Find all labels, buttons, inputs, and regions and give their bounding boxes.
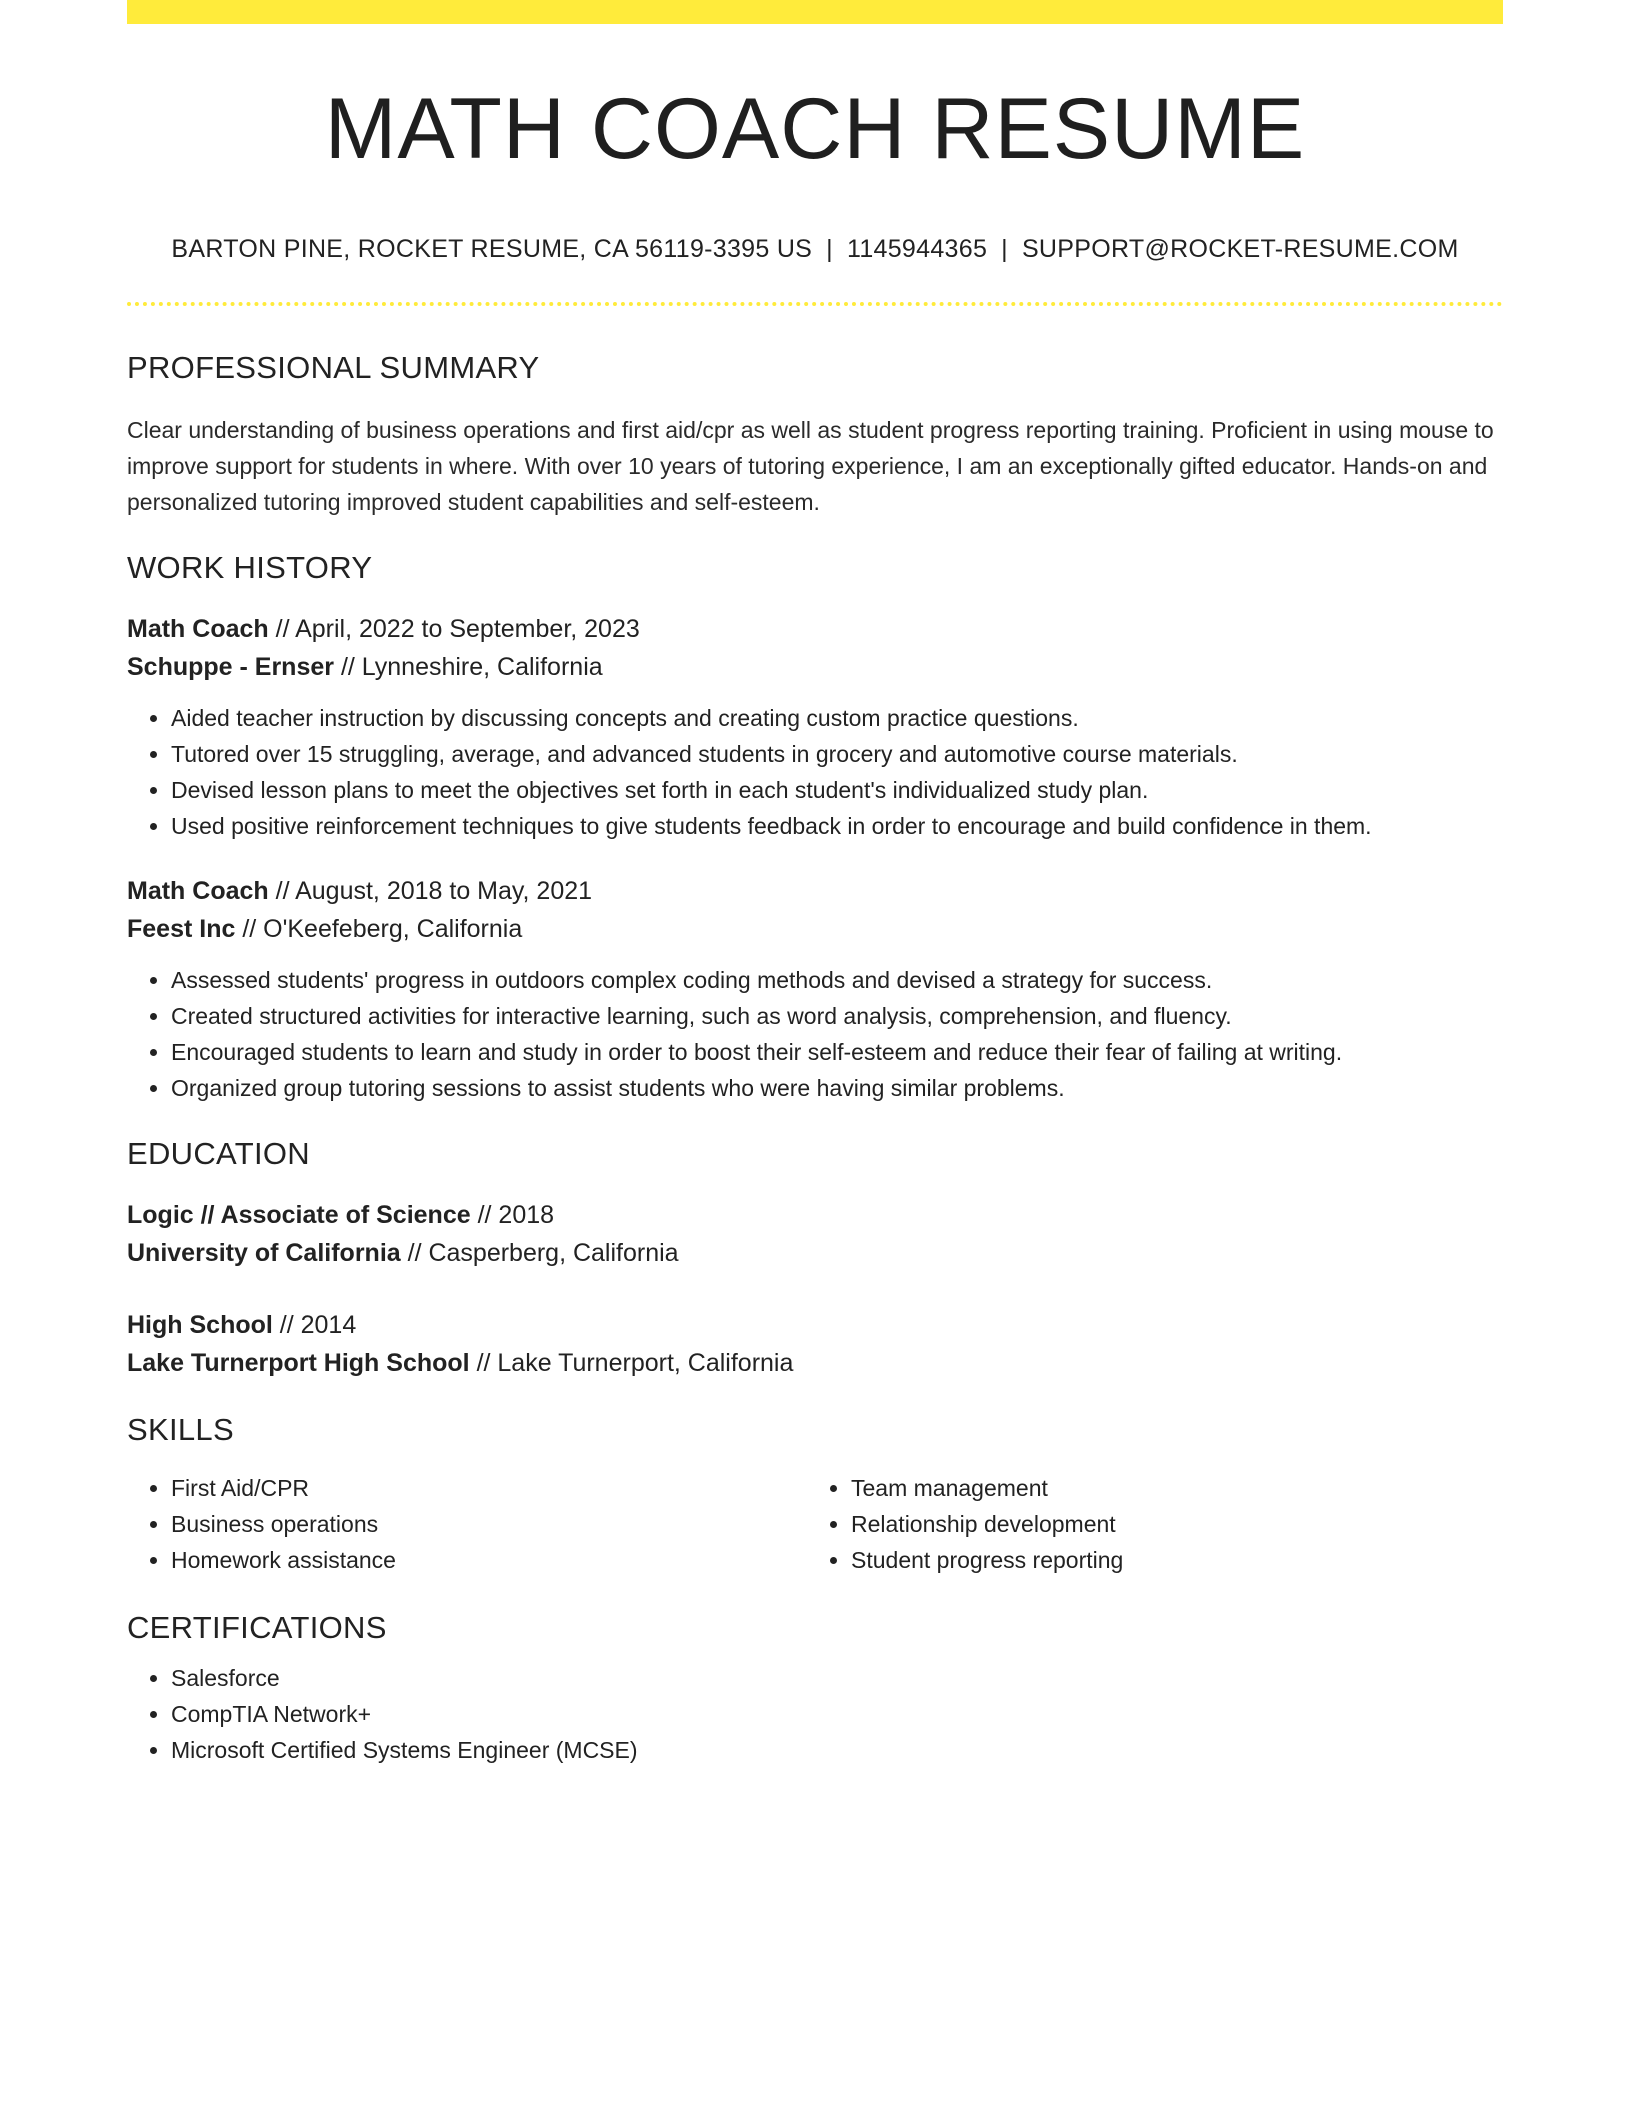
job-location: // O'Keefeberg, California <box>235 914 523 943</box>
degree-name: Logic // Associate of Science <box>127 1200 471 1229</box>
job-company: Feest Inc <box>127 914 236 943</box>
school-line <box>127 1234 1503 1272</box>
list-item: • Business operations <box>171 1506 807 1542</box>
school-name: Lake Turnerport High School <box>127 1348 470 1377</box>
work-history-heading: WORK HISTORY <box>127 549 373 585</box>
job-bullets <box>127 962 1503 1106</box>
job-title-line <box>127 610 1503 648</box>
header-divider <box>127 302 1503 306</box>
list-item: • Aided teacher instruction by discussing concepts and creating custom practice questions. <box>171 700 1503 736</box>
certifications-section <box>127 1610 1503 1768</box>
job-company-line <box>127 648 1503 686</box>
list-item: • Microsoft Certified Systems Engineer (MCSE) <box>171 1732 1503 1768</box>
job-dates: // August, 2018 to May, 2021 <box>268 876 593 905</box>
school-line <box>127 1344 1503 1382</box>
list-item: • First Aid/CPR <box>171 1470 807 1506</box>
job-title: Math Coach <box>127 876 269 905</box>
skills-column-right <box>807 1470 1487 1578</box>
list-item: • Created structured activities for interactive learning, such as word analysis, comprehension, and fluency. <box>171 998 1503 1034</box>
job-company-line <box>127 910 1503 948</box>
job-bullets <box>127 700 1503 844</box>
job-company: Schuppe - Ernser <box>127 652 334 681</box>
school-location: // Casperberg, California <box>400 1238 679 1267</box>
summary-heading: PROFESSIONAL SUMMARY <box>127 349 540 385</box>
skills-section <box>127 1412 1503 1578</box>
list-item: • Assessed students' progress in outdoors complex coding methods and devised a strategy for success. <box>171 962 1503 998</box>
work-history-section <box>127 550 1503 1106</box>
list-item: • Student progress reporting <box>851 1542 1487 1578</box>
skills-grid <box>127 1470 1503 1578</box>
job-title: Math Coach <box>127 614 269 643</box>
contact-address: BARTON PINE, ROCKET RESUME, CA 56119-3395 US <box>171 234 813 263</box>
list-item: • Tutored over 15 struggling, average, and advanced students in grocery and automotive course materials. <box>171 736 1503 772</box>
list-item: • Encouraged students to learn and study in order to boost their self-esteem and reduce their fear of failing at writing. <box>171 1034 1503 1070</box>
job-title-line <box>127 872 1503 910</box>
education-entry <box>127 1306 1503 1382</box>
degree-line <box>127 1196 1503 1234</box>
accent-bar <box>127 0 1503 24</box>
job-entry <box>127 872 1503 1106</box>
education-heading: EDUCATION <box>127 1135 310 1171</box>
certifications-list <box>127 1660 1503 1768</box>
contact-email: SUPPORT@ROCKET-RESUME.COM <box>1021 234 1459 263</box>
degree-line <box>127 1306 1503 1344</box>
degree-name: High School <box>127 1310 273 1339</box>
job-dates: // April, 2022 to September, 2023 <box>268 614 640 643</box>
school-location: // Lake Turnerport, California <box>469 1348 794 1377</box>
degree-year: // 2014 <box>272 1310 357 1339</box>
resume-page <box>127 0 1503 1768</box>
degree-year: // 2018 <box>470 1200 555 1229</box>
summary-section <box>127 350 1503 520</box>
contact-separator: | <box>1001 234 1008 263</box>
job-entry <box>127 610 1503 844</box>
education-section <box>127 1136 1503 1382</box>
skills-column-left <box>127 1470 807 1578</box>
summary-text: Clear understanding of business operations and first aid/cpr as well as student progress reporting training. Proficient in using mouse to improve support for students in where. With over 10 years of tutoring experience, I am an exceptionally gifted educator. Hands-on and personalized tutoring improved student capabilities and self-esteem. <box>127 416 1494 515</box>
list-item: • Organized group tutoring sessions to assist students who were having similar problems. <box>171 1070 1503 1106</box>
school-name: University of California <box>127 1238 401 1267</box>
resume-title: MATH COACH RESUME <box>324 81 1306 177</box>
list-item: • Relationship development <box>851 1506 1487 1542</box>
certifications-heading: CERTIFICATIONS <box>127 1609 387 1645</box>
list-item: • Salesforce <box>171 1660 1503 1696</box>
list-item: • Used positive reinforcement techniques to give students feedback in order to encourage and build confidence in them. <box>171 808 1503 844</box>
contact-line <box>127 235 1503 264</box>
list-item: • Homework assistance <box>171 1542 807 1578</box>
list-item: • CompTIA Network+ <box>171 1696 1503 1732</box>
list-item: • Team management <box>851 1470 1487 1506</box>
contact-phone: 1145944365 <box>846 234 988 263</box>
education-entry <box>127 1196 1503 1272</box>
job-location: // Lynneshire, California <box>334 652 603 681</box>
contact-separator: | <box>826 234 833 263</box>
list-item: • Devised lesson plans to meet the objectives set forth in each student's individualized study plan. <box>171 772 1503 808</box>
skills-heading: SKILLS <box>127 1411 234 1447</box>
